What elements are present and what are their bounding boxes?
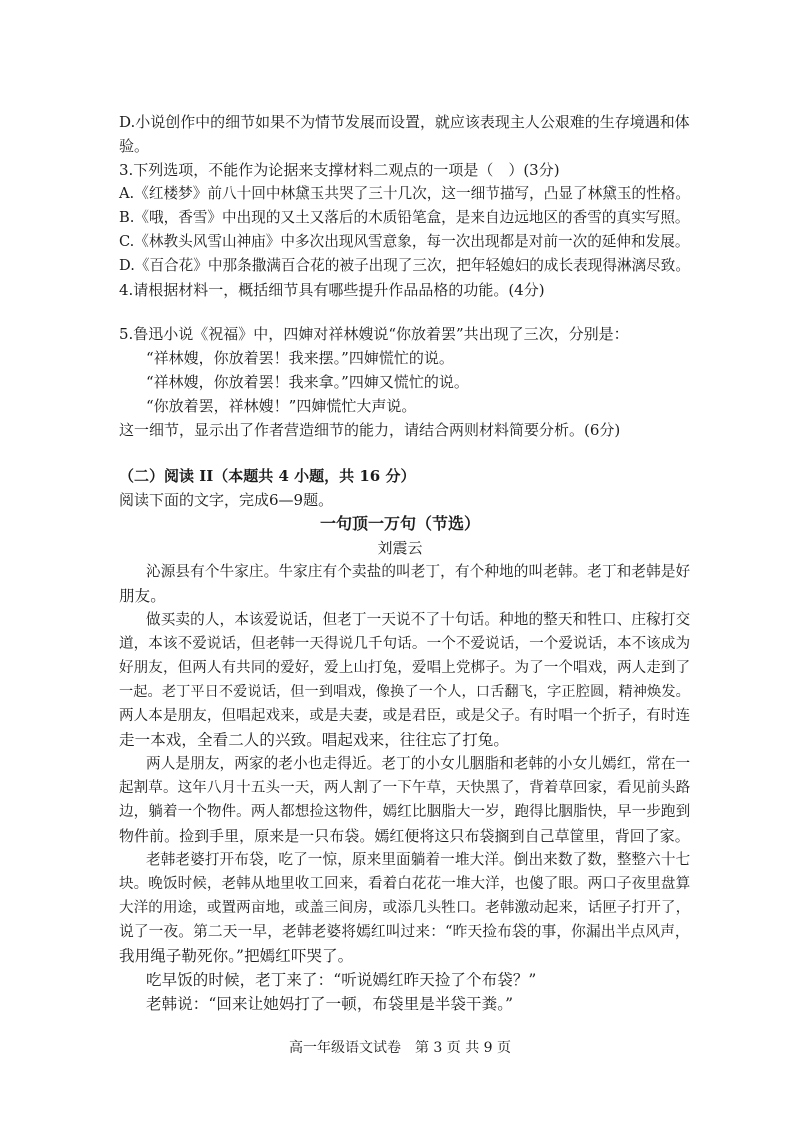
passage-line: 道，本该不爱说话，但老韩一天得说几千句话。一个不爱说话，一个爱说话，本不该成为 xyxy=(119,635,691,652)
passage-line: 块。晚饭时候，老韩从地里收工回来，看着白花花一堆大洋，也傻了眼。两口子夜里盘算 xyxy=(119,875,691,892)
passage-line: 两人本是朋友，但唱起戏来，或是夫妻，或是君臣，或是父子。有时唱一个折子，有时连 xyxy=(119,707,691,724)
section-header: （二）阅读 II（本题共 4 小题，共 16 分） xyxy=(119,467,416,485)
passage-line: 物件前。捡到手里，原来是一只布袋。嫣红便将这只布袋搁到自己草筐里，背回了家。 xyxy=(119,827,690,845)
passage-author: 刘震云 xyxy=(377,539,423,557)
passage-line: 老韩老婆打开布袋，吃了一惊，原来里面躺着一堆大洋。倒出来数了数，整整六十七 xyxy=(146,851,691,868)
question-3-option-c: C.《林教头风雪山神庙》中多次出现风雪意象，每一次出现都是对前一次的延伸和发展。 xyxy=(119,233,690,250)
question-3-option-d: D.《百合花》中那条撒满百合花的被子出现了三次，把年轻媳妇的成长表现得淋漓尽致。 xyxy=(119,257,690,274)
option-d-continued-end: 验。 xyxy=(119,137,150,155)
passage-line: 老韩说：“回来让她妈打了一顿，布袋里是半袋干粪。” xyxy=(146,995,514,1013)
passage-line: 我用绳子勒死你。”把嫣红吓哭了。 xyxy=(119,947,354,965)
passage-line: 两人是朋友，两家的老小也走得近。老丁的小女儿胭脂和老韩的小女儿嫣红，常在一 xyxy=(146,755,691,772)
passage-line: 大洋的用途，或置两亩地，或盖三间房，或添几头牲口。老韩激动起来，话匣子打开了， xyxy=(119,899,691,916)
page-footer: 高一年级语文试卷 第 3 页 共 9 页 xyxy=(288,1040,512,1056)
passage-line: 好朋友，但两人有共同的爱好，爱上山打兔，爱唱上党梆子。为了一个唱戏，两人走到了 xyxy=(119,659,691,676)
reading-instruction: 阅读下面的文字，完成6—9题。 xyxy=(119,491,334,509)
question-4: 4.请根据材料一，概括细节具有哪些提升作品品格的功能。(4分) xyxy=(119,281,545,299)
question-5-quote-1: “祥林嫂，你放着罢！我来摆。”四婶慌忙的说。 xyxy=(146,349,454,367)
question-5-ask: 这一细节，显示出了作者营造细节的能力，请结合两则材料简要分析。(6分) xyxy=(119,421,621,439)
passage-line: 吃早饭的时候，老丁来了：“听说嫣红昨天捡了个布袋？” xyxy=(146,971,537,989)
question-3-option-a: A.《红楼梦》前八十回中林黛玉共哭了三十几次，这一细节描写，凸显了林黛玉的性格。 xyxy=(119,185,690,202)
question-5-quote-3: “你放着罢，祥林嫂！”四婶慌忙大声说。 xyxy=(146,397,417,415)
passage-line: 做买卖的人，本该爱说话，但老丁一天说不了十句话。种地的整天和牲口、庄稼打交 xyxy=(146,611,691,628)
option-d-continued: D.小说创作中的细节如果不为情节发展而设置，就应该表现主人公艰难的生存境遇和体 xyxy=(119,113,690,131)
question-3-option-b: B.《哦，香雪》中出现的又土又落后的木质铅笔盒，是来自边远地区的香雪的真实写照。 xyxy=(119,209,690,226)
passage-title: 一句顶一万句（节选） xyxy=(319,514,480,533)
question-5-stem: 5.鲁迅小说《祝福》中，四婶对祥林嫂说“你放着罢”共出现了三次，分别是： xyxy=(119,325,629,343)
passage-line: 朋友。 xyxy=(119,587,166,605)
passage-line: 说了一夜。第二天一早，老韩老婆将嫣红叫过来：“昨天捡布袋的事，你漏出半点风声， xyxy=(119,923,690,940)
passage-line: 边，躺着一个物件。两人都想捡这物件，嫣红比胭脂大一岁，跑得比胭脂快，早一步跑到 xyxy=(119,803,691,820)
question-5-quote-2: “祥林嫂，你放着罢！我来拿。”四婶又慌忙的说。 xyxy=(146,373,469,391)
question-3-stem: 3.下列选项，不能作为论据来支撑材料二观点的一项是（ ）(3分) xyxy=(119,161,560,179)
passage-line: 走一本戏，全看二人的兴致。唱起戏来，往往忘了打兔。 xyxy=(119,731,510,749)
passage-line: 起割草。这年八月十五头一天，两人割了一下午草，天快黑了，背着草回家，看见前头路 xyxy=(119,779,691,796)
passage-line: 一起。老丁平日不爱说话，但一到唱戏，像换了一个人，口舌翻飞，字正腔圆，精神焕发。 xyxy=(119,684,690,700)
passage-line: 沁源县有个牛家庄。牛家庄有个卖盐的叫老丁，有个种地的叫老韩。老丁和老韩是好 xyxy=(146,563,691,580)
